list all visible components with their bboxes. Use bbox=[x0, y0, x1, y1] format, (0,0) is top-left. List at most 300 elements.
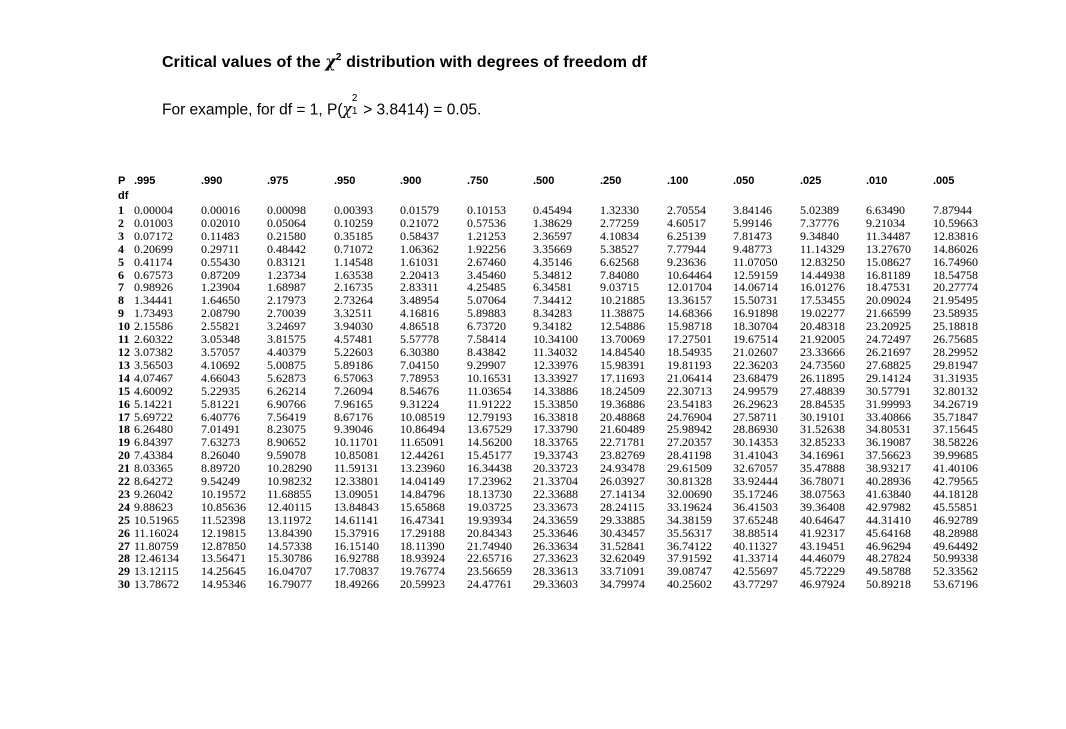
value-cell: 15.33850 bbox=[533, 396, 578, 411]
value-cell: 12.33976 bbox=[533, 357, 578, 372]
df-label: df bbox=[118, 190, 129, 202]
value-cell: 0.00098 bbox=[267, 203, 306, 217]
value-cell: 9.03715 bbox=[600, 280, 639, 295]
value-cell: 24.99579 bbox=[733, 383, 778, 398]
value-cell: 0.55430 bbox=[201, 254, 240, 269]
df-cell: 5 bbox=[118, 254, 124, 269]
value-cell: 16.33818 bbox=[533, 409, 578, 424]
value-cell: 20.33723 bbox=[533, 461, 578, 476]
value-cell: 18.49266 bbox=[334, 577, 379, 592]
value-cell: 0.35185 bbox=[334, 228, 373, 243]
value-cell: 16.15140 bbox=[334, 538, 379, 553]
value-cell: 12.54886 bbox=[600, 319, 645, 334]
value-cell: 7.43384 bbox=[134, 448, 173, 463]
value-cell: 11.03654 bbox=[467, 383, 512, 398]
value-cell: 10.28290 bbox=[267, 461, 312, 476]
value-cell: 24.72497 bbox=[866, 332, 911, 347]
value-cell: 14.68366 bbox=[667, 306, 712, 321]
value-cell: 24.93478 bbox=[600, 461, 645, 476]
value-cell: 7.56419 bbox=[267, 409, 306, 424]
value-cell: 42.79565 bbox=[933, 474, 978, 489]
value-cell: 9.59078 bbox=[267, 448, 306, 463]
value-cell: 13.27670 bbox=[866, 241, 911, 256]
value-cell: 38.07563 bbox=[800, 486, 845, 501]
value-cell: 0.58437 bbox=[400, 228, 439, 243]
value-cell: 0.00393 bbox=[334, 203, 373, 217]
value-cell: 12.19815 bbox=[201, 525, 246, 540]
value-cell: 15.98718 bbox=[667, 319, 712, 334]
value-cell: 9.34840 bbox=[800, 228, 839, 243]
df-cell: 8 bbox=[118, 293, 124, 308]
value-cell: 2.08790 bbox=[201, 306, 240, 321]
value-cell: 35.17246 bbox=[733, 486, 778, 501]
table-row bbox=[118, 385, 999, 398]
value-cell: 8.23075 bbox=[267, 422, 306, 437]
value-cell: 9.88623 bbox=[134, 499, 173, 514]
value-cell: 1.92256 bbox=[467, 241, 506, 256]
df-cell: 7 bbox=[118, 280, 124, 295]
example-text bbox=[162, 93, 482, 120]
value-cell: 19.03725 bbox=[467, 499, 512, 514]
value-cell: 8.54676 bbox=[400, 383, 439, 398]
value-cell: 41.92317 bbox=[800, 525, 845, 540]
value-cell: 3.81575 bbox=[267, 332, 306, 347]
value-cell: 9.31224 bbox=[400, 396, 439, 411]
example-chi-scripts bbox=[351, 93, 359, 117]
value-cell: 3.05348 bbox=[201, 332, 240, 347]
value-cell: 10.98232 bbox=[267, 474, 312, 489]
p-label: P bbox=[118, 175, 126, 187]
value-cell: 4.16816 bbox=[400, 306, 439, 321]
value-cell: 29.81947 bbox=[933, 357, 978, 372]
value-cell: 10.64464 bbox=[667, 267, 712, 282]
value-cell: 12.44261 bbox=[400, 448, 445, 463]
value-cell: 53.67196 bbox=[933, 577, 978, 592]
table-row bbox=[118, 217, 999, 230]
value-cell: 23.54183 bbox=[667, 396, 712, 411]
value-cell: 32.80132 bbox=[933, 383, 978, 398]
value-cell: 17.70837 bbox=[334, 564, 379, 579]
value-cell: 33.92444 bbox=[733, 474, 778, 489]
value-cell: 33.40866 bbox=[866, 409, 911, 424]
value-cell: 7.96165 bbox=[334, 396, 373, 411]
value-cell: 5.69722 bbox=[134, 409, 173, 424]
value-cell: 11.16024 bbox=[134, 525, 179, 540]
value-cell: 7.81473 bbox=[733, 228, 772, 243]
col-header: .050 bbox=[733, 175, 755, 187]
value-cell: 18.11390 bbox=[400, 538, 445, 553]
value-cell: 43.77297 bbox=[733, 577, 778, 592]
value-cell: 5.02389 bbox=[800, 203, 839, 217]
value-cell: 32.85233 bbox=[800, 435, 845, 450]
value-cell: 27.68825 bbox=[866, 357, 911, 372]
value-cell: 8.90652 bbox=[267, 435, 306, 450]
df-cell: 10 bbox=[118, 319, 130, 334]
value-cell: 6.62568 bbox=[600, 254, 639, 269]
value-cell: 19.93934 bbox=[467, 512, 512, 527]
value-cell: 0.57536 bbox=[467, 215, 506, 230]
value-cell: 13.12115 bbox=[134, 564, 179, 579]
value-cell: 7.58414 bbox=[467, 332, 506, 347]
value-cell: 38.58226 bbox=[933, 435, 978, 450]
value-cell: 27.14134 bbox=[600, 486, 645, 501]
value-cell: 0.71072 bbox=[334, 241, 373, 256]
value-cell: 30.57791 bbox=[866, 383, 911, 398]
value-cell: 0.00016 bbox=[201, 203, 240, 217]
value-cell: 4.25485 bbox=[467, 280, 506, 295]
value-cell: 41.40106 bbox=[933, 461, 978, 476]
value-cell: 35.56317 bbox=[667, 525, 712, 540]
value-cell: 11.07050 bbox=[733, 254, 778, 269]
value-cell: 36.19087 bbox=[866, 435, 911, 450]
value-cell: 16.47341 bbox=[400, 512, 445, 527]
value-cell: 6.84397 bbox=[134, 435, 173, 450]
value-cell: 20.27774 bbox=[933, 280, 978, 295]
value-cell: 7.01491 bbox=[201, 422, 240, 437]
value-cell: 10.86494 bbox=[400, 422, 445, 437]
table-row bbox=[118, 230, 999, 243]
value-cell: 24.47761 bbox=[467, 577, 512, 592]
title-chi-symbol: χ bbox=[325, 52, 336, 71]
value-cell: 24.73560 bbox=[800, 357, 845, 372]
value-cell: 28.41198 bbox=[667, 448, 712, 463]
value-cell: 28.86930 bbox=[733, 422, 778, 437]
value-cell: 0.21580 bbox=[267, 228, 306, 243]
value-cell: 45.72229 bbox=[800, 564, 845, 579]
value-cell: 11.52398 bbox=[201, 512, 246, 527]
value-cell: 52.33562 bbox=[933, 564, 978, 579]
value-cell: 19.67514 bbox=[733, 332, 778, 347]
value-cell: 48.28988 bbox=[933, 525, 978, 540]
value-cell: 0.87209 bbox=[201, 267, 240, 282]
value-cell: 31.41043 bbox=[733, 448, 778, 463]
value-cell: 8.26040 bbox=[201, 448, 240, 463]
value-cell: 10.16531 bbox=[467, 370, 512, 385]
value-cell: 5.57778 bbox=[400, 332, 439, 347]
value-cell: 10.85636 bbox=[201, 499, 246, 514]
value-cell: 42.97982 bbox=[866, 499, 911, 514]
value-cell: 3.94030 bbox=[334, 319, 373, 334]
value-cell: 27.48839 bbox=[800, 383, 845, 398]
value-cell: 16.91898 bbox=[733, 306, 778, 321]
df-cell: 4 bbox=[118, 241, 124, 256]
value-cell: 12.40115 bbox=[267, 499, 312, 514]
value-cell: 13.33927 bbox=[533, 370, 578, 385]
value-cell: 37.65248 bbox=[733, 512, 778, 527]
value-cell: 6.73720 bbox=[467, 319, 506, 334]
value-cell: 0.83121 bbox=[267, 254, 306, 269]
value-cell: 3.45460 bbox=[467, 267, 506, 282]
value-cell: 20.09024 bbox=[866, 293, 911, 308]
df-cell: 11 bbox=[118, 332, 130, 347]
value-cell: 21.60489 bbox=[600, 422, 645, 437]
value-cell: 31.52638 bbox=[800, 422, 845, 437]
value-cell: 5.89883 bbox=[467, 306, 506, 321]
value-cell: 30.14353 bbox=[733, 435, 778, 450]
value-cell: 7.87944 bbox=[933, 203, 972, 217]
value-cell: 1.38629 bbox=[533, 215, 572, 230]
value-cell: 9.23636 bbox=[667, 254, 706, 269]
value-cell: 35.71847 bbox=[933, 409, 978, 424]
value-cell: 3.56503 bbox=[134, 357, 173, 372]
value-cell: 13.70069 bbox=[600, 332, 645, 347]
value-cell: 12.87850 bbox=[201, 538, 246, 553]
value-cell: 41.33714 bbox=[733, 551, 778, 566]
value-cell: 3.07382 bbox=[134, 344, 173, 359]
value-cell: 17.53455 bbox=[800, 293, 845, 308]
value-cell: 11.91222 bbox=[467, 396, 512, 411]
value-cell: 42.55697 bbox=[733, 564, 778, 579]
value-cell: 13.56471 bbox=[201, 551, 246, 566]
value-cell: 36.78071 bbox=[800, 474, 845, 489]
example-suffix: > 3.8414) = 0.05. bbox=[358, 101, 482, 119]
value-cell: 17.29188 bbox=[400, 525, 445, 540]
df-cell: 20 bbox=[118, 448, 130, 463]
value-cell: 5.38527 bbox=[600, 241, 639, 256]
value-cell: 41.63840 bbox=[866, 486, 911, 501]
value-cell: 43.19451 bbox=[800, 538, 845, 553]
df-cell: 22 bbox=[118, 474, 130, 489]
col-header: .005 bbox=[933, 175, 955, 187]
col-header: .990 bbox=[201, 175, 223, 187]
value-cell: 32.62049 bbox=[600, 551, 645, 566]
value-cell: 22.71781 bbox=[600, 435, 645, 450]
value-cell: 23.56659 bbox=[467, 564, 512, 579]
col-header: .100 bbox=[667, 175, 689, 187]
value-cell: 15.37916 bbox=[334, 525, 379, 540]
df-cell: 12 bbox=[118, 344, 130, 359]
value-cell: 20.84343 bbox=[467, 525, 512, 540]
value-cell: 0.02010 bbox=[201, 215, 240, 230]
value-cell: 1.64650 bbox=[201, 293, 240, 308]
example-chi-superscript: 2 bbox=[351, 93, 358, 104]
value-cell: 26.11895 bbox=[800, 370, 845, 385]
table-row bbox=[118, 346, 999, 359]
value-cell: 5.34812 bbox=[533, 267, 572, 282]
value-cell: 29.61509 bbox=[667, 461, 712, 476]
value-cell: 46.96294 bbox=[866, 538, 911, 553]
df-cell: 2 bbox=[118, 215, 124, 230]
value-cell: 10.19572 bbox=[201, 486, 246, 501]
col-header: .975 bbox=[267, 175, 289, 187]
value-cell: 3.24697 bbox=[267, 319, 306, 334]
value-cell: 29.14124 bbox=[866, 370, 911, 385]
value-cell: 8.64272 bbox=[134, 474, 173, 489]
value-cell: 6.25139 bbox=[667, 228, 706, 243]
value-cell: 2.70039 bbox=[267, 306, 306, 321]
value-cell: 1.61031 bbox=[400, 254, 439, 269]
value-cell: 8.89720 bbox=[201, 461, 240, 476]
value-cell: 11.80759 bbox=[134, 538, 179, 553]
chi-square-table bbox=[118, 174, 999, 591]
value-cell: 3.48954 bbox=[400, 293, 439, 308]
value-cell: 30.81328 bbox=[667, 474, 712, 489]
value-cell: 8.43842 bbox=[467, 344, 506, 359]
value-cell: 4.10834 bbox=[600, 228, 639, 243]
table-row bbox=[118, 501, 999, 514]
value-cell: 37.56623 bbox=[866, 448, 911, 463]
value-cell: 9.34182 bbox=[533, 319, 572, 334]
value-cell: 6.90766 bbox=[267, 396, 306, 411]
value-cell: 1.23904 bbox=[201, 280, 240, 295]
value-cell: 3.35669 bbox=[533, 241, 572, 256]
value-cell: 36.41503 bbox=[733, 499, 778, 514]
value-cell: 0.01579 bbox=[400, 203, 439, 217]
value-cell: 19.33743 bbox=[533, 448, 578, 463]
value-cell: 1.06362 bbox=[400, 241, 439, 256]
value-cell: 40.25602 bbox=[667, 577, 712, 592]
col-header: .010 bbox=[866, 175, 888, 187]
value-cell: 2.83311 bbox=[400, 280, 439, 295]
table-row bbox=[118, 475, 999, 488]
value-cell: 2.17973 bbox=[267, 293, 306, 308]
value-cell: 12.01704 bbox=[667, 280, 712, 295]
value-cell: 4.07467 bbox=[134, 370, 173, 385]
table-row bbox=[118, 256, 999, 269]
value-cell: 26.75685 bbox=[933, 332, 978, 347]
value-cell: 0.41174 bbox=[134, 254, 173, 269]
page-title bbox=[162, 52, 647, 72]
value-cell: 27.20357 bbox=[667, 435, 712, 450]
df-cell: 15 bbox=[118, 383, 130, 398]
df-cell: 9 bbox=[118, 306, 124, 321]
value-cell: 45.55851 bbox=[933, 499, 978, 514]
value-cell: 23.82769 bbox=[600, 448, 645, 463]
value-cell: 0.67573 bbox=[134, 267, 173, 282]
value-cell: 31.99993 bbox=[866, 396, 911, 411]
df-cell: 30 bbox=[118, 577, 130, 592]
value-cell: 18.93924 bbox=[400, 551, 445, 566]
value-cell: 46.97924 bbox=[800, 577, 845, 592]
value-cell: 34.80531 bbox=[866, 422, 911, 437]
value-cell: 12.79193 bbox=[467, 409, 512, 424]
value-cell: 18.47531 bbox=[866, 280, 911, 295]
value-cell: 0.07172 bbox=[134, 228, 173, 243]
value-cell: 21.95495 bbox=[933, 293, 978, 308]
value-cell: 30.43457 bbox=[600, 525, 645, 540]
df-cell: 21 bbox=[118, 461, 130, 476]
value-cell: 1.21253 bbox=[467, 228, 506, 243]
value-cell: 5.62873 bbox=[267, 370, 306, 385]
df-cell: 23 bbox=[118, 486, 130, 501]
value-cell: 35.47888 bbox=[800, 461, 845, 476]
df-cell: 26 bbox=[118, 525, 130, 540]
value-cell: 34.16961 bbox=[800, 448, 845, 463]
value-cell: 39.36408 bbox=[800, 499, 845, 514]
value-cell: 1.73493 bbox=[134, 306, 173, 321]
value-cell: 23.33673 bbox=[533, 499, 578, 514]
df-label-row bbox=[118, 188, 999, 204]
df-cell: 27 bbox=[118, 538, 130, 553]
value-cell: 20.48868 bbox=[600, 409, 645, 424]
value-cell: 16.74960 bbox=[933, 254, 978, 269]
value-cell: 8.34283 bbox=[533, 306, 572, 321]
value-cell: 0.20699 bbox=[134, 241, 173, 256]
value-cell: 14.95346 bbox=[201, 577, 246, 592]
col-header: .250 bbox=[600, 175, 622, 187]
col-header: .995 bbox=[134, 175, 156, 187]
value-cell: 20.59923 bbox=[400, 577, 445, 592]
value-cell: 7.34412 bbox=[533, 293, 572, 308]
value-cell: 39.99685 bbox=[933, 448, 978, 463]
value-cell: 16.92788 bbox=[334, 551, 379, 566]
value-cell: 6.57063 bbox=[334, 370, 373, 385]
value-cell: 26.29623 bbox=[733, 396, 778, 411]
example-chi-subscript: 1 bbox=[351, 106, 358, 117]
value-cell: 40.28936 bbox=[866, 474, 911, 489]
value-cell: 17.11693 bbox=[600, 370, 645, 385]
value-cell: 0.11483 bbox=[201, 228, 240, 243]
value-cell: 17.33790 bbox=[533, 422, 578, 437]
value-cell: 2.70554 bbox=[667, 203, 706, 217]
value-cell: 32.67057 bbox=[733, 461, 778, 476]
value-cell: 11.34487 bbox=[866, 228, 911, 243]
value-cell: 4.60517 bbox=[667, 215, 706, 230]
value-cell: 4.66043 bbox=[201, 370, 240, 385]
value-cell: 1.23734 bbox=[267, 267, 306, 282]
value-cell: 1.68987 bbox=[267, 280, 306, 295]
value-cell: 3.84146 bbox=[733, 203, 772, 217]
title-prefix: Critical values of the bbox=[162, 54, 326, 71]
value-cell: 18.54935 bbox=[667, 344, 712, 359]
value-cell: 27.58711 bbox=[733, 409, 778, 424]
value-cell: 10.59663 bbox=[933, 215, 978, 230]
value-cell: 3.57057 bbox=[201, 344, 240, 359]
df-cell: 25 bbox=[118, 512, 130, 527]
value-cell: 28.33613 bbox=[533, 564, 578, 579]
value-cell: 22.36203 bbox=[733, 357, 778, 372]
value-cell: 14.06714 bbox=[733, 280, 778, 295]
df-cell: 13 bbox=[118, 357, 130, 372]
value-cell: 24.33659 bbox=[533, 512, 578, 527]
col-header: .900 bbox=[400, 175, 422, 187]
value-cell: 17.23962 bbox=[467, 474, 512, 489]
value-cell: 14.84796 bbox=[400, 486, 445, 501]
value-cell: 44.31410 bbox=[866, 512, 911, 527]
value-cell: 26.21697 bbox=[866, 344, 911, 359]
value-cell: 22.33688 bbox=[533, 486, 578, 501]
value-cell: 22.30713 bbox=[667, 383, 712, 398]
df-cell: 14 bbox=[118, 370, 130, 385]
table-body bbox=[118, 204, 999, 591]
value-cell: 14.86026 bbox=[933, 241, 978, 256]
value-cell: 11.59131 bbox=[334, 461, 379, 476]
title-chi-superscript: 2 bbox=[335, 52, 342, 63]
value-cell: 8.67176 bbox=[334, 409, 373, 424]
value-cell: 14.33886 bbox=[533, 383, 578, 398]
value-cell: 10.51965 bbox=[134, 512, 179, 527]
value-cell: 37.91592 bbox=[667, 551, 712, 566]
value-cell: 11.68855 bbox=[267, 486, 312, 501]
value-cell: 4.35146 bbox=[533, 254, 572, 269]
table-row bbox=[118, 398, 999, 411]
df-cell: 19 bbox=[118, 435, 130, 450]
table-row bbox=[118, 488, 999, 501]
col-header: .500 bbox=[533, 175, 555, 187]
value-cell: 6.26214 bbox=[267, 383, 306, 398]
value-cell: 44.46079 bbox=[800, 551, 845, 566]
value-cell: 12.83816 bbox=[933, 228, 978, 243]
value-cell: 49.64492 bbox=[933, 538, 978, 553]
value-cell: 30.19101 bbox=[800, 409, 845, 424]
value-cell: 15.30786 bbox=[267, 551, 312, 566]
value-cell: 15.65868 bbox=[400, 499, 445, 514]
value-cell: 1.32330 bbox=[600, 203, 639, 217]
value-cell: 9.54249 bbox=[201, 474, 240, 489]
value-cell: 14.56200 bbox=[467, 435, 512, 450]
value-cell: 37.15645 bbox=[933, 422, 978, 437]
value-cell: 9.21034 bbox=[866, 215, 905, 230]
